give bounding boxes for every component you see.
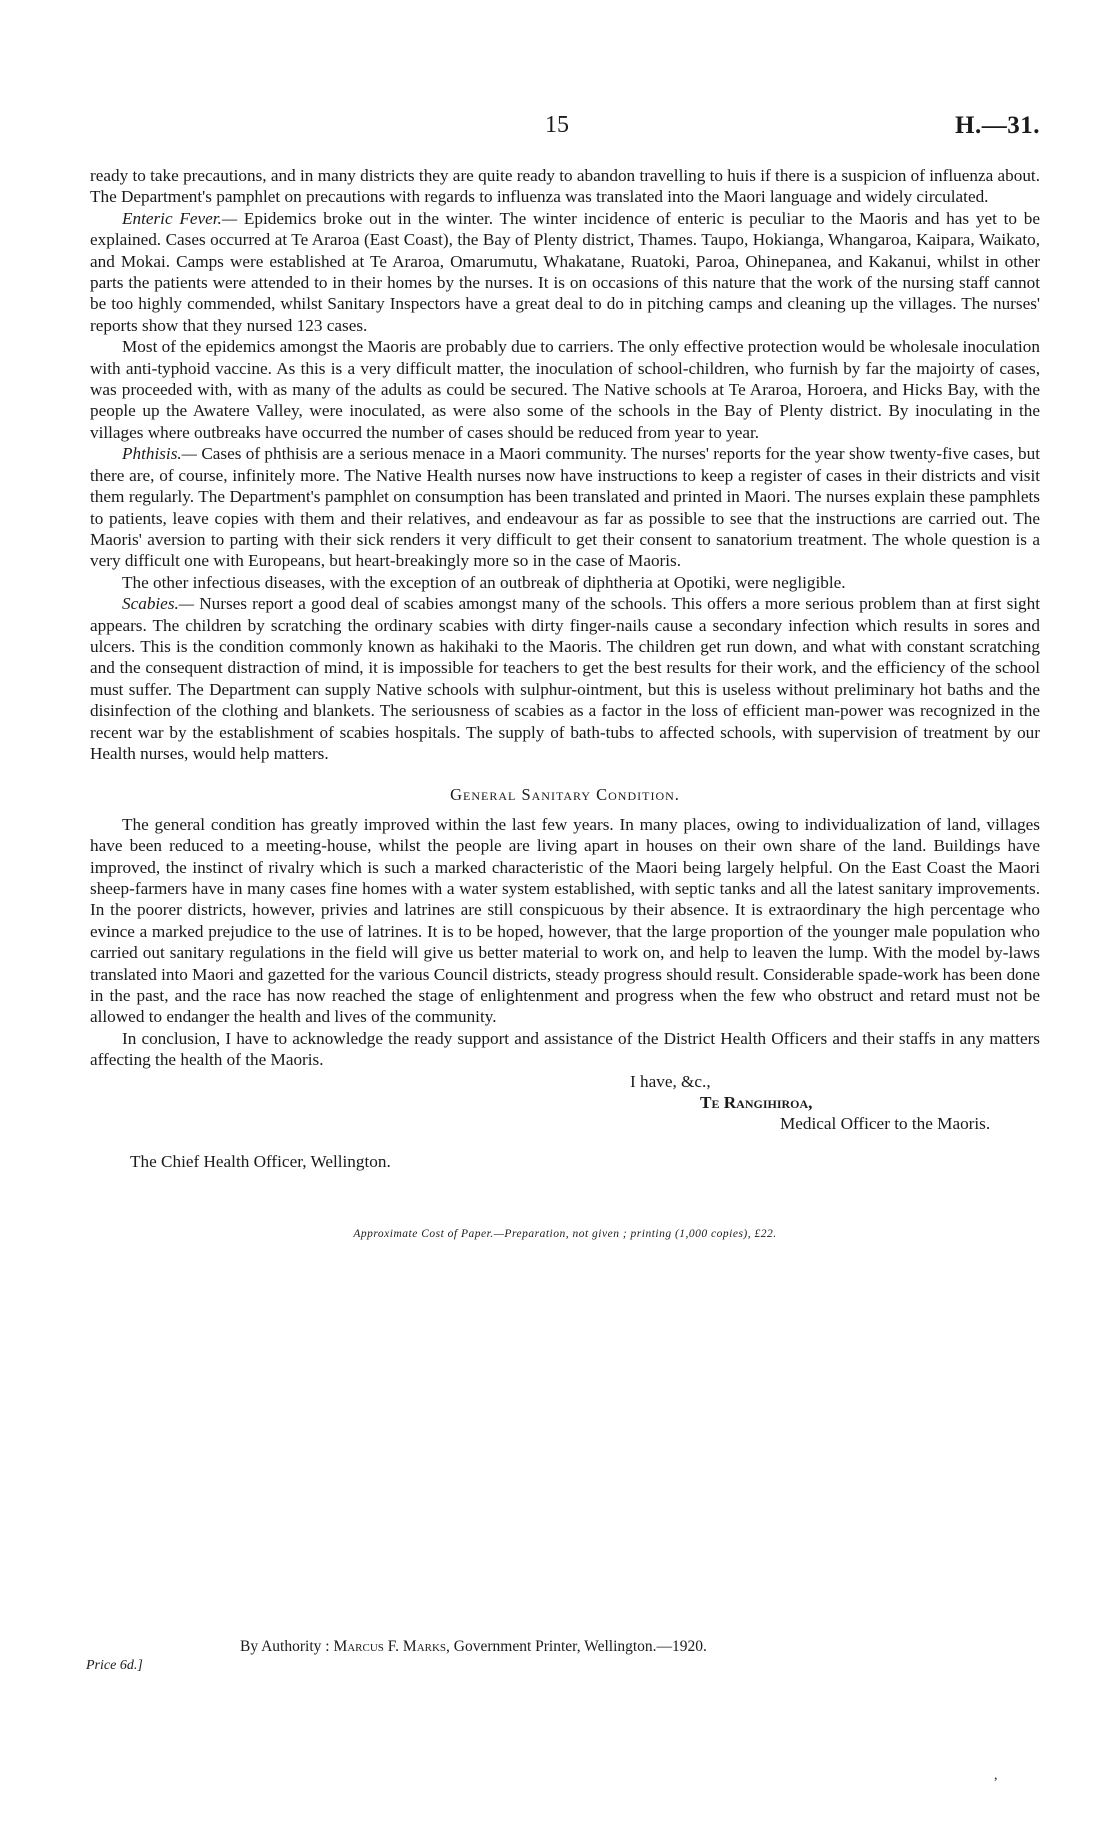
page-number: 15 — [545, 112, 569, 138]
printer-imprint — [240, 1638, 707, 1656]
cost-note: Approximate Cost of Paper.—Preparation, not given ; printing (1,000 copies), £22. — [353, 1228, 777, 1241]
authority-prefix: By Authority : — [240, 1638, 330, 1655]
paragraph-carriers: Most of the epidemics amongst the Maoris are probably due to carriers. The only effective protection would be wholesale inoculation with anti-typhoid vaccine. As this is a very difficult matter, the inoculation of school-children, who furnish by far the majoirty of cases, was proceeded with, with as many of the adults as could be secured. The Native schools at Te Araroa, Horoera, and Hicks Bay, with the people up the Awatere Valley, were inoculated, as were also some of the schools in the Bay of Plenty district. By inoculating in the villages where outbreaks have occurred the number of cases should be reduced from year to year. — [90, 337, 1040, 442]
signature-block — [610, 1071, 1040, 1135]
paragraph-enteric-fever-text: Epidemics broke out in the winter. The winter incidence of enteric is peculiar to the Maoris and has yet to be explained. Cases occurred at Te Araroa (East Coast), the Bay of Plenty district, Thames. Taupo, Hokianga, Whangaroa, Kaipara, Waikato, and Mokai. Camps were established at Te Araroa, Omarumutu, Whakatane, Ruatoki, Paroa, Ohinepanea, and Kakanui, whilst in other parts the patients were attended to in their homes by the nurses. It is on occasions of this nature that the work of the nursing staff cannot be too highly commended, whilst Sanitary Inspectors have a great deal to do in pitching camps and cleaning up the villages. The nurses' reports show that they nursed 123 cases. — [90, 208, 1040, 335]
paragraph-enteric-fever — [90, 208, 1040, 336]
page-header — [90, 112, 1040, 146]
runhead-enteric-fever: Enteric Fever.— — [122, 208, 238, 228]
addressee: The Chief Health Officer, Wellington. — [130, 1151, 391, 1171]
printer-name: Marcus F. Marks, — [333, 1638, 450, 1655]
document-reference: H.—31. — [955, 112, 1040, 139]
signature-title: Medical Officer to the Maoris. — [780, 1114, 991, 1134]
signature-closing: I have, &c., — [630, 1071, 711, 1091]
paragraph-phthisis-text: Cases of phthisis are a serious menace in a Maori community. The nurses' reports for the year show twenty-five cases, but there are, of course, infinitely more. The Native Health nurses now have instructions to keep a register of cases in their districts and visit them regularly. The Department's pamphlet on consumption has been translated and printed in Maori. The nurses explain these pamphlets to patients, leave copies with them and their relatives, and endeavour as far as possible to see that the instructions are carried out. The Maoris' aversion to parting with their sick renders it very difficult to get their consent to sanatorium treatment. The whole question is a very difficult one with Europeans, but heart-breakingly more so in the case of Maoris. — [90, 444, 1041, 571]
authority-suffix: Government Printer, Wellington.—1920. — [453, 1638, 707, 1655]
paragraph-conclusion: In conclusion, I have to acknowledge the ready support and assistance of the District Health Officers and their staffs in any matters affecting the health of the Maoris. — [90, 1028, 1040, 1070]
paragraph-scabies-text: Nurses report a good deal of scabies amongst many of the schools. This offers a more serious problem than at first sight appears. The children by scratching the ordinary scabies with dirty finger-nails cause a secondary infection which results in sores and ulcers. This is the condition commonly known as hakihaki to the Maoris. The children get run down, and what with constant scratching and the consequent distraction of mind, it is impossible for teachers to get the best results for their work, and the efficiency of the school must suffer. The Department can supply Native schools with sulphur-ointment, but this is useless without preliminary hot baths and the disinfection of the clothing and blankets. The seriousness of scabies as a factor in the loss of efficient man-power was recognized in the recent war by the establishment of scabies hospitals. The supply of bath-tubs to affected schools, with supervision of treatment by our Health nurses, would help matters. — [90, 594, 1041, 763]
paragraph-phthisis — [90, 443, 1040, 571]
stray-mark: , — [994, 1768, 998, 1783]
report-body — [90, 165, 1040, 1257]
runhead-phthisis: Phthisis.— — [122, 444, 197, 464]
section-heading: General Sanitary Condition. — [450, 785, 680, 805]
paragraph-sanitary-condition: The general condition has greatly improved within the last few years. In many places, owing to individualization of land, villages have been reduced to a meeting-house, whilst the people are living apart in houses on their own share of the land. Buildings have improved, the instinct of rivalry which is such a marked characteristic of the Maori being largely helpful. On the East Coast the Maori sheep-farmers have in many cases fine homes with a water system established, with septic tanks and all the latest sanitary improvements. In the poorer districts, however, privies and latrines are still conspicuous by their absence. It is extraordinary the high percentage who evince a marked prejudice to the use of latrines. It is to be hoped, however, that the large proportion of the younger male population who carried out sanitary regulations in the field will give us better material to work on, and help to leaven the lump. With the model by-laws translated into Maori and gazetted for the various Council districts, steady progress should result. Considerable spade-work has been done in the past, and the race has now reached the stage of enlightenment and progress when the few who obstruct and retard must not be allowed to endanger the health and lives of the community. — [90, 814, 1040, 1027]
runhead-scabies: Scabies.— — [122, 594, 195, 614]
price-note: Price 6d.] — [86, 1658, 143, 1673]
paragraph-scabies — [90, 593, 1040, 764]
paragraph-influenza-continued: ready to take precautions, and in many districts they are quite ready to abandon travelling to huis if there is a suspicion of influenza about. The Department's pamphlet on precautions with regards to influenza was translated into the Maori language and widely circulated. — [90, 166, 1040, 207]
paragraph-other-infectious: The other infectious diseases, with the exception of an outbreak of diphtheria at Opotiki, were negligible. — [122, 572, 846, 592]
signature-name: Te Rangihiroa, — [700, 1093, 813, 1113]
